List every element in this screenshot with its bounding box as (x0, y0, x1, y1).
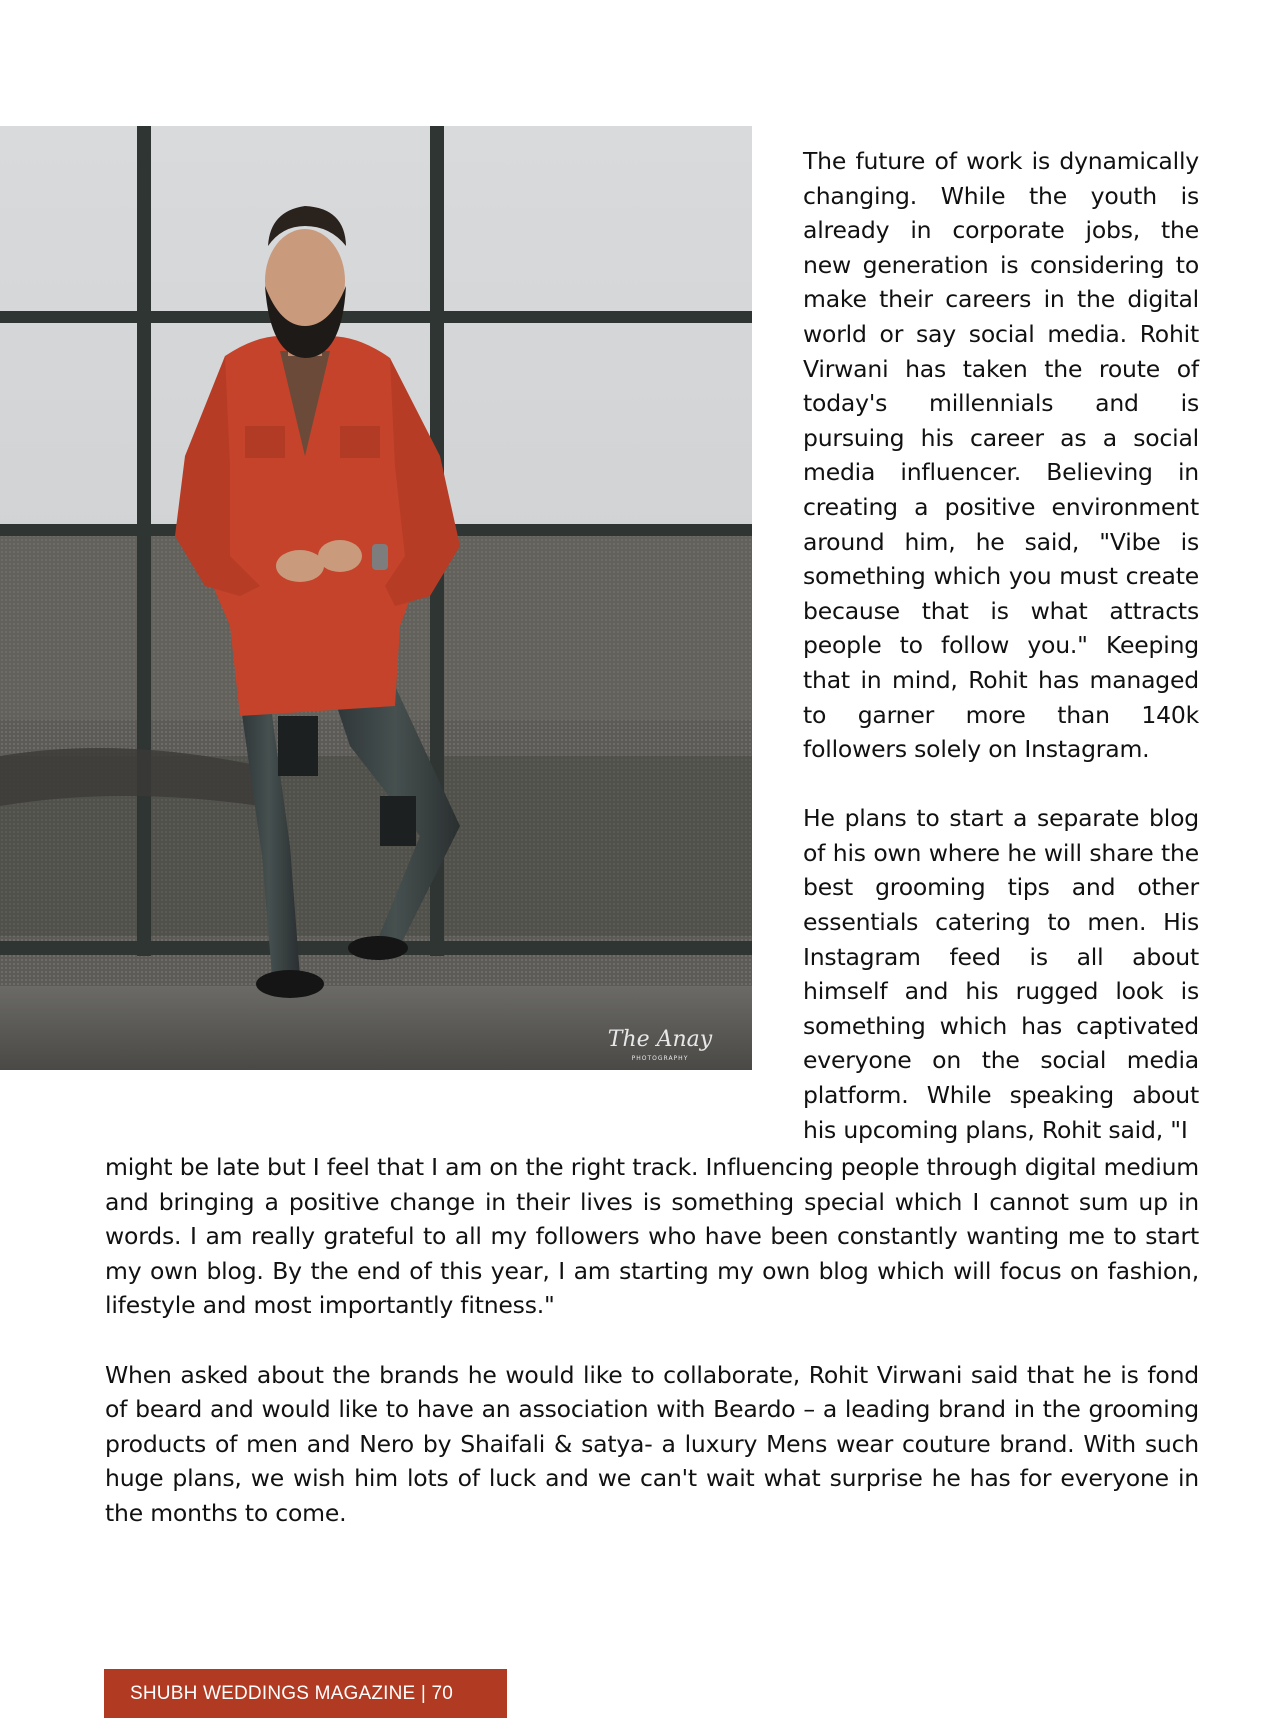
paragraph-blog-plans: He plans to start a separate blog of his own where he will share the best grooming tips and other essentials catering to men. His Instagram feed is all about himself and his rugged look is something which has captivated everyone on the social media platform. While speaking about his upcoming plans, Rohit said, "I (803, 804, 1199, 1144)
paragraph-quote-continuation: might be late but I feel that I am on the right track. Influencing people through digital medium and bringing a positive change in their lives is something special which I cannot sum up in words. I am really grateful to all my followers who have been constantly wanting me to start my own blog. By the end of this year, I am starting my own blog which will focus on fashion, lifestyle and most importantly fitness." (105, 1153, 1199, 1320)
article-column-text (803, 144, 1199, 1182)
paragraph-intro: The future of work is dynamically changing. While the youth is already in corporate jobs, the new generation is considering to make their careers in the digital world or say social media. Rohit Virwani has taken the route of today's millennials and is pursuing his career as a social media influencer. Believing in creating a positive environment around him, he said, "Vibe is something which you must create because that is what attracts people to follow you." Keeping that in mind, Rohit has managed to garner more than 140k followers solely on Instagram. (803, 147, 1199, 764)
paragraph-brands: When asked about the brands he would like to collaborate, Rohit Virwani said that he is fond of beard and would like to have an association with Beardo – a leading brand in the grooming products of men and Nero by Shaifali & satya- a luxury Mens wear couture brand. With such huge plans, we wish him lots of luck and we can't wait what surprise he has for everyone in the months to come. (105, 1360, 1199, 1527)
portrait-photo (0, 126, 752, 1070)
photo-watermark-sub: PHOTOGRAPHY (631, 1055, 689, 1062)
photo-watermark: The Anay (607, 1027, 713, 1052)
article-full-width-text (105, 1150, 1199, 1565)
page-footer: SHUBH WEDDINGS MAGAZINE | 70 (104, 1669, 507, 1718)
